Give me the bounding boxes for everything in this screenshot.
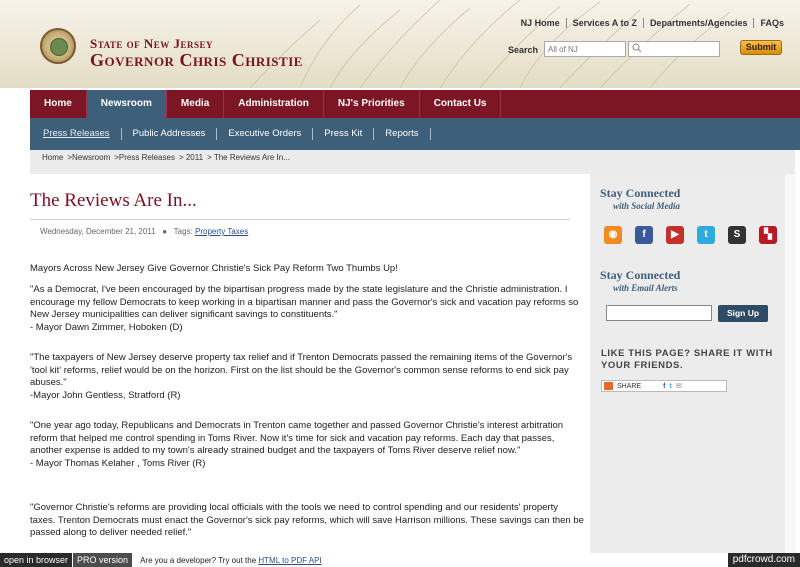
breadcrumb <box>30 150 795 174</box>
article-subhead: Mayors Across New Jersey Give Governor Christie's Sick Pay Reform Two Thumbs Up! <box>30 263 398 274</box>
search-icon <box>632 43 642 53</box>
nav-contact-us[interactable]: Contact Us <box>420 90 502 118</box>
quote-2 <box>30 352 585 402</box>
breadcrumb-newsroom[interactable]: >Newsroom <box>67 153 111 162</box>
stay-connected-email-subtitle: with Email Alerts <box>613 283 678 293</box>
article-date: Wednesday, December 21, 2011 <box>40 227 156 236</box>
title-divider <box>30 219 570 220</box>
quote-text: "As a Democrat, I've been encouraged by the bipartisan progress made by the state legislature and the Christie administration. I encourage my fellow Democrats to keep working in a bipartisan manner and pass the Governor's sick and vacation pay reforms so New Jersey municipalities can deliver significant savings to constituents." <box>30 284 579 320</box>
nav-media[interactable]: Media <box>167 90 224 118</box>
pro-version-button[interactable]: PRO version <box>73 553 132 567</box>
stay-connected-social-title: Stay Connected <box>600 186 681 200</box>
subnav-press-kit[interactable]: Press Kit <box>313 128 374 140</box>
breadcrumb-current: > The Reviews Are In... <box>207 153 290 162</box>
share-prompt: LIKE THIS PAGE? SHARE IT WITH YOUR FRIENDS. <box>601 348 773 371</box>
nav-home[interactable]: Home <box>30 90 87 118</box>
developer-prompt: Are you a developer? Try out the <box>140 555 257 565</box>
quote-text: "One year ago today, Republicans and Democrats in Trenton came together and passed Governor Christie's interest arbitration reform that helped me control spending in Toms River. Now it's time for sick and vacation pay reforms. Each day that passes, another expense is added to my town's already strained budget and the taxpayers of Toms River deserve relief now." <box>30 420 564 456</box>
quote-author: - Mayor Thomas Kelaher , Toms River (R) <box>30 457 206 469</box>
secondary-nav <box>30 118 795 150</box>
governor-title[interactable]: Governor Chris Christie <box>90 50 303 70</box>
share-button[interactable] <box>601 380 727 392</box>
subnav-edge <box>795 118 800 150</box>
article-meta <box>40 227 248 236</box>
subnav-executive-orders[interactable]: Executive Orders <box>217 128 313 140</box>
tags-label: Tags: <box>173 227 193 236</box>
top-link-departments[interactable]: Departments/Agencies <box>643 18 754 28</box>
search-scope-input[interactable] <box>544 41 626 57</box>
quote-4 <box>30 502 585 540</box>
twitter-icon[interactable]: t <box>697 226 715 244</box>
subnav-press-releases[interactable]: Press Releases <box>32 128 122 140</box>
share-service-icons: f <box>663 382 666 390</box>
article-title: The Reviews Are In... <box>30 190 197 211</box>
facebook-icon[interactable]: f <box>635 226 653 244</box>
quote-author: - Mayor Dawn Zimmer, Hoboken (D) <box>30 321 183 333</box>
quote-author: -Mayor John Gentless, Stratford (R) <box>30 389 181 401</box>
breadcrumb-home[interactable]: Home <box>42 153 64 162</box>
email-small-icon: ✉ <box>675 383 682 390</box>
breadcrumb-press-releases[interactable]: >Press Releases <box>114 153 175 162</box>
nav-administration[interactable]: Administration <box>224 90 324 118</box>
nav-nj-priorities[interactable]: NJ's Priorities <box>324 90 420 118</box>
twitter-small-icon: t <box>669 382 672 390</box>
breadcrumb-year[interactable]: > 2011 <box>178 153 204 162</box>
top-links <box>515 18 790 28</box>
quote-text: "Governor Christie's reforms are providing local officials with the tools we need to control spending and our residents' property taxes. Trenton Democrats must enact the Governor's sick pay reforms, which will save Harrison millions. These savings can then be passed along to deliver needed relief." <box>30 502 584 538</box>
nj-state-seal[interactable] <box>40 28 76 64</box>
submit-button[interactable]: Submit <box>740 40 782 55</box>
quote-1 <box>30 284 585 334</box>
quote-text: "The taxpayers of New Jersey deserve property tax relief and if Trenton Democrats passed the remaining items of the Governor's 'tool kit' reforms, relief would be on the horizon. First on the list should be the Governor's common sense reforms to end sick pay abuses." <box>30 352 573 388</box>
state-title[interactable]: State of New Jersey <box>90 36 214 51</box>
youtube-icon[interactable]: ▶ <box>666 226 684 244</box>
html-to-pdf-link[interactable]: HTML to PDF API <box>258 555 322 565</box>
sign-up-button[interactable]: Sign Up <box>718 305 768 322</box>
pdfcrowd-logo[interactable]: pdfcrowd.com <box>728 553 800 567</box>
flag-icon[interactable]: ▚ <box>759 226 777 244</box>
rss-icon[interactable]: ◉ <box>604 226 622 244</box>
share-label: SHARE <box>617 382 642 390</box>
site-header <box>0 0 800 88</box>
stay-connected-social-subtitle: with Social Media <box>613 201 681 211</box>
nav-edge <box>795 90 800 118</box>
email-field[interactable] <box>606 305 712 321</box>
scribd-icon[interactable]: S <box>728 226 746 244</box>
social-icons <box>604 226 790 244</box>
subnav-public-addresses[interactable]: Public Addresses <box>122 128 218 140</box>
tag-link-property-taxes[interactable]: Property Taxes <box>195 227 249 236</box>
share-icon <box>604 382 613 390</box>
pdfcrowd-bar <box>0 553 800 567</box>
top-link-faqs[interactable]: FAQs <box>753 18 790 28</box>
top-link-services[interactable]: Services A to Z <box>566 18 643 28</box>
top-link-nj-home[interactable]: NJ Home <box>520 18 560 28</box>
open-in-browser-button[interactable]: open in browser <box>0 553 72 567</box>
meta-bullet: ● <box>157 227 172 236</box>
stay-connected-email-title: Stay Connected <box>600 268 681 282</box>
subnav-reports[interactable]: Reports <box>374 128 430 140</box>
primary-nav <box>30 90 795 118</box>
nav-newsroom[interactable]: Newsroom <box>87 90 167 118</box>
search-label: Search <box>508 45 539 55</box>
developer-text <box>140 556 322 565</box>
quote-3 <box>30 420 585 470</box>
